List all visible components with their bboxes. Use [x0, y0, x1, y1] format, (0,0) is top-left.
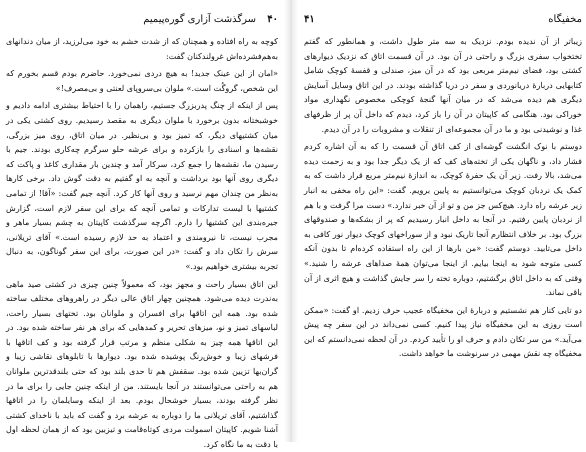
left-page [6, 0, 278, 450]
paragraph: کوچه به راه افتاده و همچنان که از شدت خشم به خود می‌لرزید، از میان دندانهای به‌هم‌فشرده‌اش غرولندکنان گفت: [6, 36, 278, 61]
paragraph: دو تایی کنار هم نشستیم و دربارهٔ این مخفیگاه عجیب حرف زدیم. او گفت: «ممکن است روزی به این مخفیگاه نیاز پیدا کنیم. کسی نمی‌داند در این سفر چه پیش می‌آید.» من سر تکان دادم و حرف او را تأیید کردم. در آن لحظه نمی‌دانستم که این مخفیگاه چه نقش مهمی در سرنوشت ما خواهد داشت. [304, 304, 582, 359]
right-page-header [304, 13, 582, 27]
left-page-number: ۴۰ [267, 14, 278, 25]
paragraph: زیبا‌تر از آن ندیده بودم. نزدیک به سه متر طول داشت، و همانطور که گفتم تختخواب سفری بزرگ و راحتی در آن بود. در آن قسمت اتاق که نزدیک دیوارهای کشتی بود، فضای نیم‌متر مربعی بود که در آن میز، صندلی و قفسهٔ کوچک شامل کتابهایی دربارهٔ دریانوردی و سفر در دریا گذاشته بودند. در این اتاق وسایل آسایش دیگری هم دیده می‌شد که در میان آنها گنجهٔ کوچکی مخصوص نگهداری مواد خوراکی بود. هنگامی که کاپیتان در آن را باز کرد، دیدم که داخل آن پر از ظرفهای غذا و نوشیدنی بود و ما در آن مجموعه‌ای از تنقلات و مشروبات را در آن دیدم. [304, 36, 582, 134]
left-page-header [6, 13, 278, 27]
right-page-number: ۴۱ [304, 14, 315, 25]
left-page-body [6, 34, 278, 450]
right-running-title: مخفیگاه [548, 14, 582, 25]
paragraph: پس از اینکه از چنگ پدربزرگ جستیم، راهمان را با احتیاط بیشتری ادامه دادیم و خوشبختانه بدون برخورد با ملوان دیگری به مقصد رسیدیم. روی کشتی یکی در میان کشتیهای دیگر، که تمیز بود و بی‌نظیر. در میان اتاق، روی میز بزرگی، نقشه‌ها و اسنادی را بازکرده و برای عرشه حلو سرگرم چه‌کاری بودند. جیم با رسیدن ما، نقشه‌ها را جمع کرد، سرکار آمد و چندین بار مقداری کاغذ و پاکت که دیگری روی آنها بود برداشت و آنچه به او گفتیم به دقت گوش داد. برخی کارها به‌نظر من چندان مهم نرسید و روی آنها کار کرد. آنچه جیم گفت: «آقا! از تمامی کشتیها با لیست تدارکات و تمامی آنچه که برای این سفر لازم است، گزارش جیره‌بندی این کشتیها را دارم. اگرچه سرگذشت کاپیتان به چشم بسیار ماهر و مجرب نیست، تا نیرومندی و اعتماد به حد لازم رسیده است.» آقای تریلانی، سرش را تکان داد و گفت: «در این صورت، برای این سفر گوناگون، به دنبال تجربه بیشتری خواهیم بود.» [6, 100, 278, 271]
right-page [304, 0, 582, 442]
paragraph: دوستم با نوک انگشت گوشه‌ای از کف اتاق آن قسمت را که به آن اشاره کردم فشار داد، و ناگهان یکی از تخته‌های کف که از یک دیگر جدا بود و به زحمت دیده می‌شد، بالا رفت. زیر آن یک حفرهٔ کوچک، به اندازهٔ نیم‌متر مربع قرار داشت که به کمک یک نردبان کوچک می‌توانستیم به پایین برویم. گفت: «این راه مخفی به انبار زیر عرشه راه دارد. هیچ‌کس جز من و تو از آن خبر ندارد.» دست مرا گرفت و با هم از نردبان پایین رفتیم. در آنجا به داخل انبار رسیدیم که پر از بشکه‌ها و صندوقهای بزرگ بود. بر خلاف انتظارم آنجا تاریک نبود و از سوراخهای کوچک دیوار نور کافی به داخل می‌تابید. دوستم گفت: «من بارها از این راه استفاده کرده‌ام تا بدون آنکه کسی متوجه شود به اینجا بیایم. از اینجا می‌توان همهٔ صداهای عرشه را شنید.» وقتی که به داخل اتاق برگشتیم، دوباره تخته را سر جایش گذاشت و هیچ اثری از آن باقی نماند. [304, 141, 582, 298]
right-page-body [304, 34, 582, 428]
paragraph: این اتاق بسیار راحت و مجهز بود، که معمولاً چنین چیزی در کشتی صید ماهی به‌ندرت دیده می‌شود. همچنین چهار اتاق عالی دیگر در راهروهای مختلف ساخته شده بود. همه این اتاقها برای افسران و ملوانان بود. تختهای بسیار راحت، لباسهای تمیز و نو، میزهای تحریر و کمدهایی که برای هر نفر ساخته شده بود. در این اتاقها همه چیز به شکلی منظم و مرتب قرار گرفته بود و کف اتاقها با فرشهای زیبا و خوش‌رنگ پوشیده شده بود. دیوارها با تابلوهای نقاشی زیبا و گران‌بها تزیین شده بود. سقفش هم تا حدی بلند بود که حتی بلندقدترین ملوانان هم به راحتی می‌توانستند در آنجا بایستند. من از اینکه چنین جایی را برای ما در نظر گرفته بودند، بسیار خوشحال بودم. بعد از اینکه وسایلمان را در اتاقها گذاشتیم، آقای تریلانی ما را دوباره به عرشه برد و گفت که باید با ناخدای کشتی آشنا شویم. کاپیتان اسمولت مردی کوتاه‌قامت و تیزبین بود که از همان لحظه اول با دقت به ما نگاه کرد. [6, 278, 278, 450]
left-running-title: سرگذشت آزاری گوره‌پیمیم [143, 14, 256, 25]
book-gutter [284, 0, 298, 442]
paragraph: «امان از این عینک جدید! به هیچ دردی نمی‌خورد. حاضرم بودم قسم بخورم که این شخص، گروگُت است.» ملوان بی‌سروپای لعنتی و بی‌مصرف!» [6, 68, 278, 93]
